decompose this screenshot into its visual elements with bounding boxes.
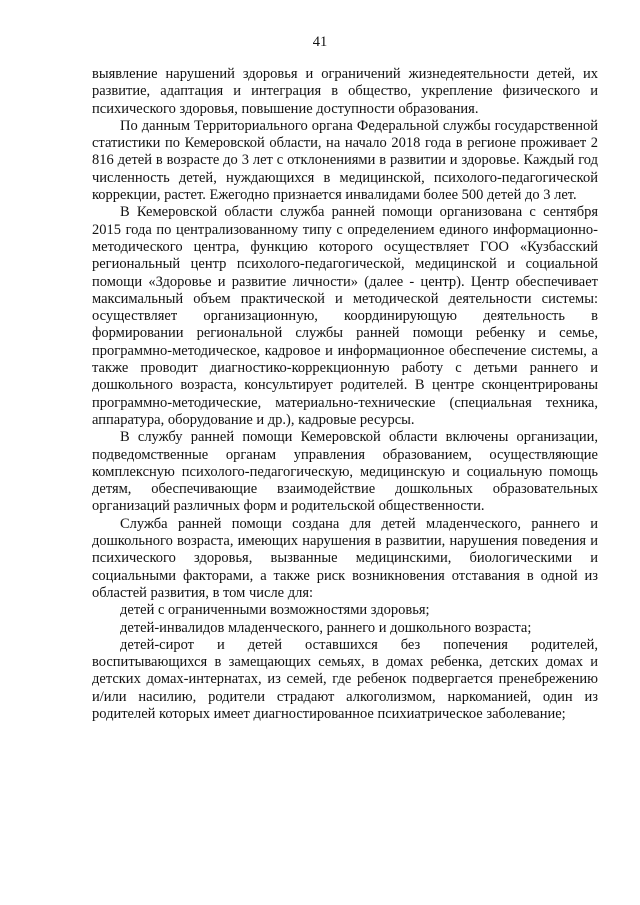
page-number: 41 — [312, 34, 328, 50]
paragraph-service-organization: В Кемеровской области служба ранней помощи организована с сентября 2015 года по централизованному типу с определением единого информационно-методического центра, функцию которого осуществляет ГОО «Кузбасский региональный центр психолого-педагогической, медицинской и социальной помощи «Здоровье и развитие личности» (далее - центр). Центр обеспечивает максимальный объем практической и методической деятельности системы: осуществляет организационную, координирующую деятельность в формировании региональной службы ранней помощи ребенку и семье, программно-методическое, кадровое и информационное обеспечение системы, а также проводит диагностико-коррекционную работу с детьми раннего и дошкольного возраста, консультирует родителей. В центре сконцентрированы программно-методические, материально-технические (специальная техника, аппаратура, оборудование и др.), кадровые ресурсы. — [92, 204, 598, 428]
list-item-orphans: детей-сирот и детей оставшихся без попечения родителей, воспитывающихся в замещающих семьях, в домах ребенка, детских домах и детских домах-интернатах, из семей, где ребенок подвергается пренебрежению и/или насилию, родители страдают алкоголизмом, наркоманией, один из родителей которых имеет диагностированное психиатрическое заболевание; — [92, 636, 598, 722]
document-body — [92, 66, 598, 723]
paragraph-continuation: выявление нарушений здоровья и ограничений жизнедеятельности детей, их развитие, адаптация и интеграция в общество, укрепление физического и психического здоровья, повышение доступности образования. — [92, 66, 598, 117]
list-item-disabilities: детей с ограниченными возможностями здоровья; — [120, 602, 430, 619]
list-item-disabled-children: детей-инвалидов младенческого, раннего и дошкольного возраста; — [120, 619, 532, 636]
paragraph-statistics: По данным Территориального органа Федеральной службы государственной статистики по Кемеровской области, на начало 2018 года в регионе проживает 2 816 детей в возрасте до 3 лет с отклонениями в развитии и здоровье. Каждый год численность детей, нуждающихся в медицинской, психолого-педагогической коррекции, растет. Ежегодно признается инвалидами более 500 детей до 3 лет. — [92, 117, 598, 204]
paragraph-target-groups-intro: Служба ранней помощи создана для детей младенческого, раннего и дошкольного возраста, имеющих нарушения в развитии, нарушения поведения и психического здоровья, вызванные медицинскими, биологическими и социальными факторами, а также риск возникновения отставания в одной из областей развития, в том числе для: — [92, 515, 598, 601]
paragraph-service-members: В службу ранней помощи Кемеровской области включены организации, подведомственные органам управления образованием, осуществляющие комплексную психолого-педагогическую, медицинскую и социальную помощь детям, обеспечивающие взаимодействие дошкольных образовательных организаций различных форм и родительской общественности. — [92, 429, 598, 515]
